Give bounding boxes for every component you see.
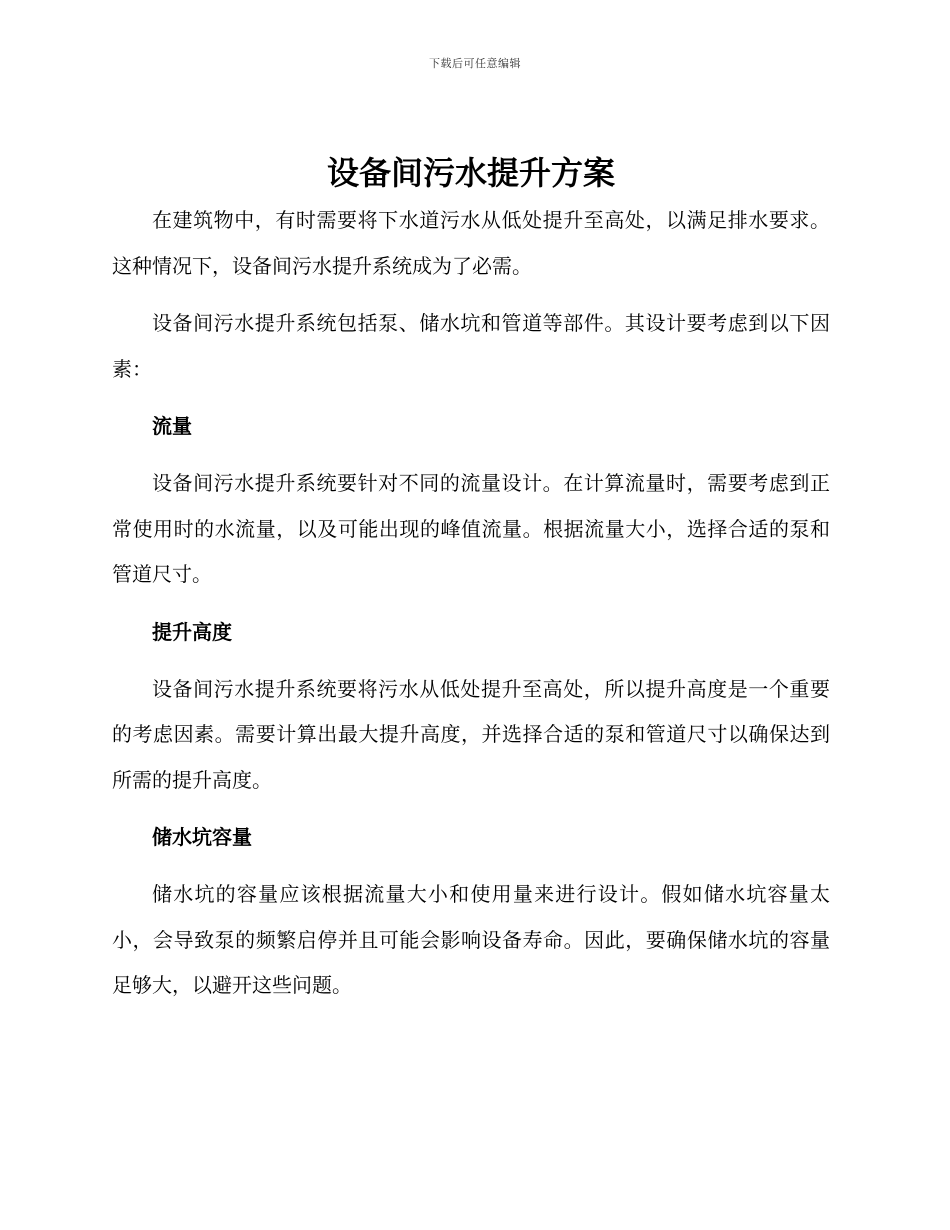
header-note: 下载后可任意编辑 (429, 57, 521, 70)
intro-paragraph-2: 设备间污水提升系统包括泵、储水坑和管道等部件。其设计要考虑到以下因素： (112, 311, 830, 381)
document-title: 设备间污水提升方案 (326, 154, 615, 192)
section-body-lift-height: 设备间污水提升系统要将污水从低处提升至高处，所以提升高度是一个重要的考虑因素。需要计算出最大提升高度，并选择合适的泵和管道尺寸以确保达到所需的提升高度。 (112, 676, 830, 792)
section-body-pit-capacity: 储水坑的容量应该根据流量大小和使用量来进行设计。假如储水坑容量太小，会导致泵的频繁启停并且可能会影响设备寿命。因此，要确保储水坑的容量足够大，以避开这些问题。 (112, 882, 830, 997)
section-heading-flow: 流量 (152, 414, 192, 438)
document-body (112, 148, 830, 1021)
section-body-flow: 设备间污水提升系统要针对不同的流量设计。在计算流量时，需要考虑到正常使用时的水流量，以及可能出现的峰值流量。根据流量大小，选择合适的泵和管道尺寸。 (112, 471, 830, 586)
intro-paragraph-1: 在建筑物中，有时需要将下水道污水从低处提升至高处，以满足排水要求。这种情况下，设备间污水提升系统成为了必需。 (112, 208, 830, 278)
section-heading-pit-capacity: 储水坑容量 (152, 825, 252, 849)
section-heading-lift-height: 提升高度 (152, 619, 232, 644)
